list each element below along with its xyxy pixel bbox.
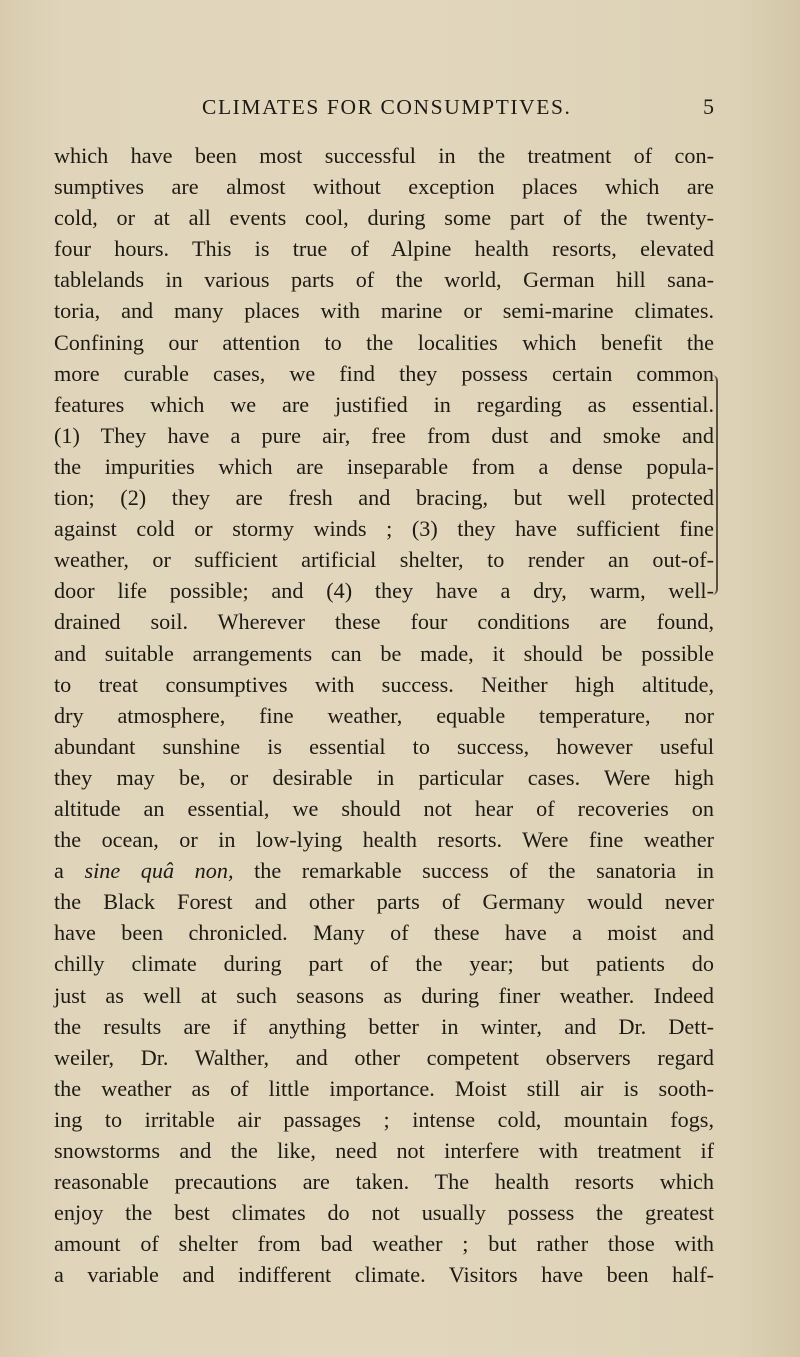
- text-line: drained soil. Wherever these four conditions are found,: [54, 609, 714, 635]
- text-line: against cold or stormy winds ; (3) they have sufficient fine: [54, 516, 714, 542]
- text-line: toria, and many places with marine or semi-marine climates.: [54, 298, 714, 324]
- text-line: the results are if anything better in winter, and Dr. Dett-: [54, 1013, 714, 1039]
- text-line: features which we are justified in regarding as essential.: [54, 391, 714, 417]
- text-fragment: the remarkable success of the sanatoria in: [233, 858, 715, 884]
- text-line: chilly climate during part of the year; but patients do: [54, 951, 714, 977]
- text-line: have been chronicled. Many of these have a moist and: [54, 920, 714, 946]
- italic-latin-phrase: sine quâ non,: [84, 858, 234, 884]
- text-line: ing to irritable air passages ; intense cold, mountain fogs,: [54, 1106, 714, 1132]
- text-line: the ocean, or in low-lying health resorts. Were fine weather: [54, 827, 714, 853]
- text-line: enjoy the best climates do not usually possess the greatest: [54, 1200, 714, 1226]
- text-line: a variable and indifferent climate. Visitors have been half-: [54, 1262, 714, 1288]
- text-line: Confining our attention to the localities which benefit the: [54, 329, 714, 355]
- text-line: (1) They have a pure air, free from dust and smoke and: [54, 422, 714, 448]
- text-line: sumptives are almost without exception places which are: [54, 174, 714, 200]
- text-line-italic-phrase: [54, 855, 714, 886]
- text-fragment: a: [54, 858, 85, 884]
- text-line: more curable cases, we find they possess certain common: [54, 360, 714, 386]
- text-line: tablelands in various parts of the world, German hill sana-: [54, 267, 714, 293]
- text-line: cold, or at all events cool, during some part of the twenty-: [54, 205, 714, 231]
- text-line: altitude an essential, we should not hear of recoveries on: [54, 795, 714, 821]
- text-line: and suitable arrangements can be made, it should be possible: [54, 640, 714, 666]
- text-line: which have been most successful in the treatment of con-: [54, 143, 714, 168]
- body-text: [54, 140, 714, 1290]
- text-line: they may be, or desirable in particular cases. Were high: [54, 764, 714, 790]
- text-line: tion; (2) they are fresh and bracing, but well protected: [54, 485, 714, 511]
- text-line: weather, or sufficient artificial shelter, to render an out-of-: [54, 547, 714, 573]
- text-line: amount of shelter from bad weather ; but rather those with: [54, 1231, 714, 1257]
- text-line: snowstorms and the like, need not interfere with treatment if: [54, 1138, 714, 1163]
- text-line: door life possible; and (4) they have a dry, warm, well-: [54, 578, 714, 604]
- text-line: four hours. This is true of Alpine health resorts, elevated: [54, 236, 714, 262]
- text-line: reasonable precautions are taken. The health resorts which: [54, 1169, 714, 1195]
- text-line: to treat consumptives with success. Neither high altitude,: [54, 671, 714, 697]
- running-head: CLIMATES FOR CONSUMPTIVES.: [202, 95, 572, 119]
- text-line: just as well at such seasons as during finer weather. Indeed: [54, 982, 714, 1008]
- text-line: the weather as of little importance. Moist still air is sooth-: [54, 1075, 714, 1101]
- text-line: abundant sunshine is essential to success, however useful: [54, 733, 714, 759]
- text-line: dry atmosphere, fine weather, equable temperature, nor: [54, 702, 714, 728]
- page-number: 5: [703, 94, 714, 119]
- text-line: weiler, Dr. Walther, and other competent observers regard: [54, 1044, 714, 1070]
- text-line: the Black Forest and other parts of Germany would never: [54, 889, 714, 915]
- text-line: the impurities which are inseparable from a dense popula-: [54, 453, 714, 479]
- page-header: [0, 92, 800, 122]
